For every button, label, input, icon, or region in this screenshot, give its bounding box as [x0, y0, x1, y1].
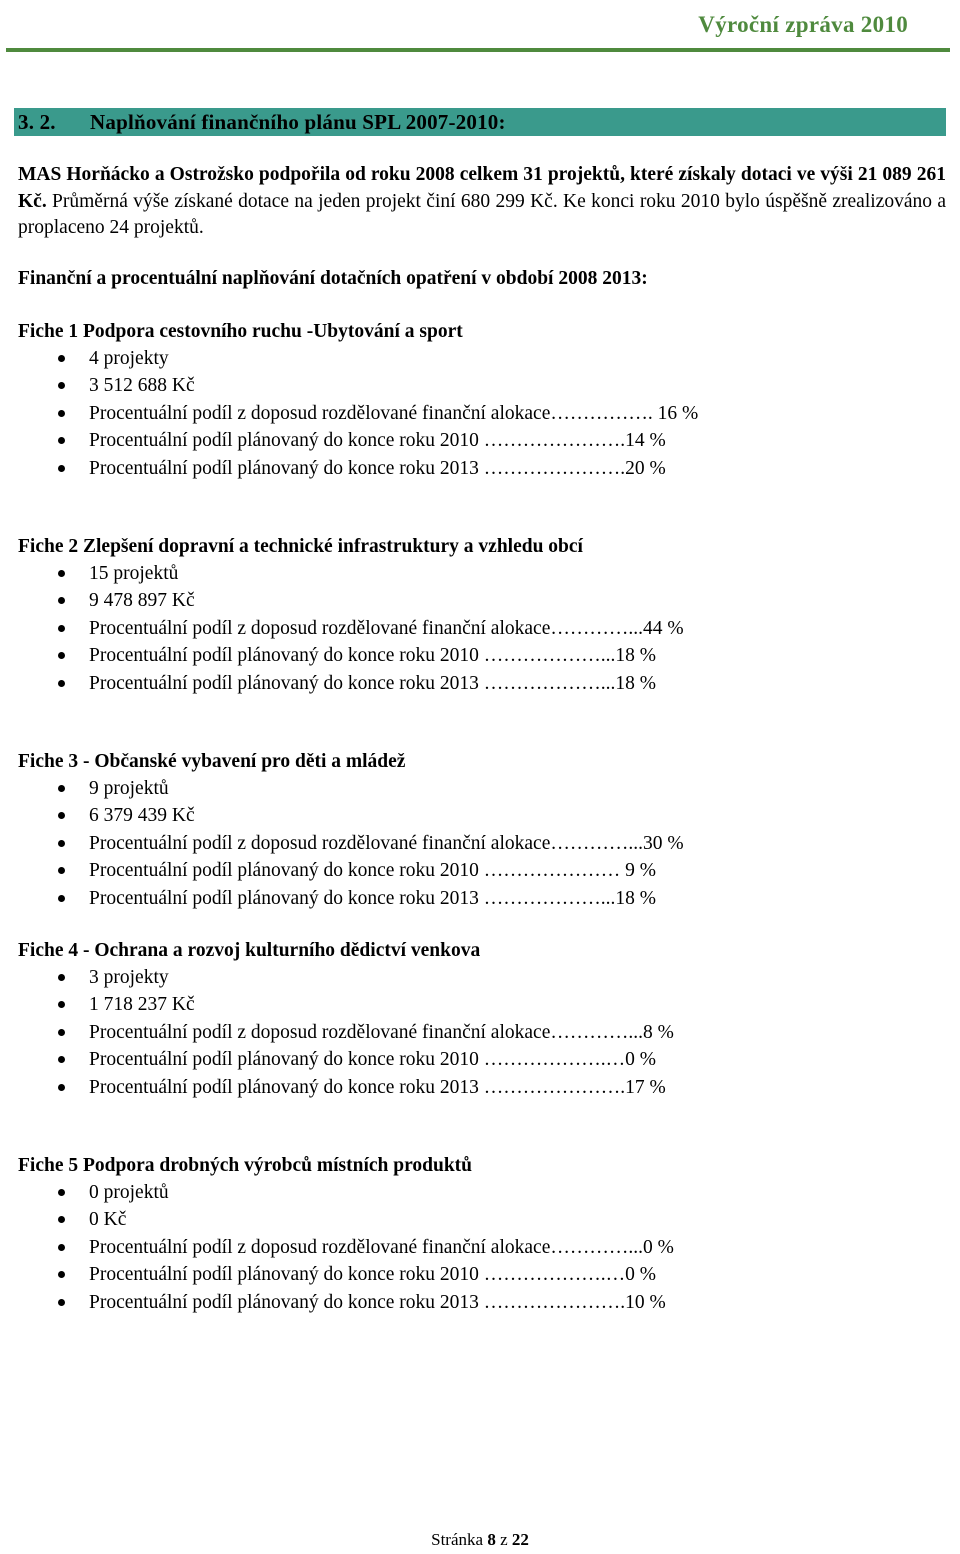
- list-item-text: 0 projektů: [89, 1182, 169, 1203]
- fiche-1: [18, 318, 918, 482]
- section-number: 3. 2.: [18, 110, 56, 134]
- list-item-text: 0 Kč: [89, 1209, 127, 1231]
- list-item-text: 3 512 688 Kč: [89, 375, 195, 397]
- list-item: [18, 642, 918, 669]
- footer-page-number: 8: [487, 1530, 496, 1549]
- intro-paragraph: [18, 162, 946, 242]
- list-item: [18, 857, 918, 884]
- list-item-text: 9 478 897 Kč: [89, 590, 195, 612]
- list-item-text: 6 379 439 Kč: [89, 805, 195, 827]
- bullet-icon: [58, 1244, 65, 1251]
- list-item: [18, 1074, 918, 1101]
- bullet-icon: [58, 1029, 65, 1036]
- bullet-icon: [58, 1299, 65, 1306]
- list-item: [18, 830, 918, 857]
- section-title: Naplňování finančního plánu SPL 2007-2010:: [90, 110, 506, 134]
- list-item: [18, 1206, 918, 1233]
- list-item-text: 3 projekty: [89, 967, 169, 988]
- list-item-text: Procentuální podíl z doposud rozdělované finanční alokace…………...0 %: [89, 1236, 674, 1258]
- bullet-icon: [58, 1001, 65, 1008]
- bullet-icon: [58, 1216, 65, 1223]
- list-item-text: Procentuální podíl plánovaný do konce roku 2013 ………………….17 %: [89, 1076, 666, 1098]
- list-item-text: Procentuální podíl z doposud rozdělované finanční alokace…………...44 %: [89, 617, 684, 639]
- list-item: [18, 560, 918, 587]
- list-item: [18, 802, 918, 829]
- fiche-4: [18, 937, 918, 1101]
- fiche-title: Fiche 2 Zlepšení dopravní a technické infrastruktury a vzhledu obcí: [18, 536, 583, 557]
- footer-separator: z: [500, 1530, 508, 1549]
- list-item: [18, 991, 918, 1018]
- list-item: [18, 587, 918, 614]
- bullet-icon: [58, 840, 65, 847]
- list-item-text: 15 projektů: [89, 563, 179, 584]
- bullet-icon: [58, 785, 65, 792]
- list-item-text: Procentuální podíl z doposud rozdělované finanční alokace……………. 16 %: [89, 402, 699, 424]
- list-item-text: Procentuální podíl plánovaný do konce roku 2013 ………………….10 %: [89, 1291, 666, 1313]
- page-footer: [0, 1530, 960, 1550]
- list-item-text: 9 projektů: [89, 778, 169, 799]
- list-item: [18, 1019, 918, 1046]
- header-rule: [6, 48, 950, 52]
- list-item-text: Procentuální podíl plánovaný do konce roku 2013 ………………...18 %: [89, 887, 657, 909]
- list-item: [18, 885, 918, 912]
- list-item: [18, 1046, 918, 1073]
- intro-bold: MAS Horňácko a Ostrožsko podpořila od roku 2008 celkem 31 projektů, které získaly dotaci ve výši 21 089 261 Kč.: [18, 164, 946, 212]
- footer-page-total: 22: [511, 1530, 529, 1549]
- list-item: [18, 1261, 918, 1288]
- fiche-title: Fiche 3 - Občanské vybavení pro děti a mládež: [18, 751, 406, 772]
- fiches-subheading: Finanční a procentuální naplňování dotačních opatření v období 2008 2013:: [18, 268, 648, 289]
- list-item-text: Procentuální podíl z doposud rozdělované finanční alokace…………...30 %: [89, 832, 684, 854]
- list-item: [18, 1289, 918, 1316]
- list-item-text: Procentuální podíl plánovaný do konce roku 2010 ………………… 9 %: [89, 860, 657, 882]
- list-item: [18, 964, 918, 991]
- list-item-text: 1 718 237 Kč: [89, 994, 195, 1016]
- bullet-icon: [58, 597, 65, 604]
- document-header-title: Výroční zpráva 2010: [698, 12, 908, 37]
- bullet-icon: [58, 465, 65, 472]
- bullet-icon: [58, 812, 65, 819]
- fiche-items: [18, 1179, 918, 1316]
- footer-prefix: Stránka: [431, 1530, 484, 1549]
- fiche-items: [18, 775, 918, 912]
- list-item: [18, 345, 918, 372]
- fiche-3: [18, 748, 918, 912]
- list-item: [18, 615, 918, 642]
- fiche-items: [18, 560, 918, 697]
- list-item: [18, 775, 918, 802]
- bullet-icon: [58, 1271, 65, 1278]
- list-item: [18, 1234, 918, 1261]
- list-item-text: Procentuální podíl z doposud rozdělované finanční alokace…………...8 %: [89, 1021, 674, 1043]
- bullet-icon: [58, 382, 65, 389]
- list-item-text: Procentuální podíl plánovaný do konce roku 2013 ………………...18 %: [89, 672, 657, 694]
- list-item-text: Procentuální podíl plánovaný do konce roku 2010 ………………….14 %: [89, 430, 666, 452]
- list-item: [18, 400, 918, 427]
- fiche-title: Fiche 4 - Ochrana a rozvoj kulturního dědictví venkova: [18, 940, 481, 961]
- bullet-icon: [58, 625, 65, 632]
- list-item-text: 4 projekty: [89, 348, 169, 369]
- fiche-items: [18, 964, 918, 1101]
- list-item: [18, 455, 918, 482]
- bullet-icon: [58, 974, 65, 981]
- bullet-icon: [58, 1189, 65, 1196]
- fiche-title: Fiche 5 Podpora drobných výrobců místních produktů: [18, 1155, 473, 1176]
- list-item-text: Procentuální podíl plánovaný do konce roku 2010 ……………….…0 %: [89, 1049, 657, 1071]
- bullet-icon: [58, 895, 65, 902]
- fiche-title: Fiche 1 Podpora cestovního ruchu -Ubytování a sport: [18, 321, 463, 342]
- list-item: [18, 1179, 918, 1206]
- list-item: [18, 670, 918, 697]
- bullet-icon: [58, 570, 65, 577]
- fiche-2: [18, 533, 918, 697]
- bullet-icon: [58, 1056, 65, 1063]
- bullet-icon: [58, 652, 65, 659]
- bullet-icon: [58, 680, 65, 687]
- list-item-text: Procentuální podíl plánovaný do konce roku 2013 ………………….20 %: [89, 457, 666, 479]
- bullet-icon: [58, 437, 65, 444]
- bullet-icon: [58, 410, 65, 417]
- fiche-items: [18, 345, 918, 482]
- bullet-icon: [58, 1084, 65, 1091]
- bullet-icon: [58, 355, 65, 362]
- list-item-text: Procentuální podíl plánovaný do konce roku 2010 ………………...18 %: [89, 645, 657, 667]
- list-item: [18, 427, 918, 454]
- list-item-text: Procentuální podíl plánovaný do konce roku 2010 ……………….…0 %: [89, 1264, 657, 1286]
- list-item: [18, 372, 918, 399]
- intro-rest: Průměrná výše získané dotace na jeden projekt činí 680 299 Kč. Ke konci roku 2010 bylo úspěšně zrealizováno a proplaceno 24 projektů.: [18, 190, 946, 238]
- bullet-icon: [58, 867, 65, 874]
- fiche-5: [18, 1152, 918, 1316]
- section-heading: [18, 110, 506, 135]
